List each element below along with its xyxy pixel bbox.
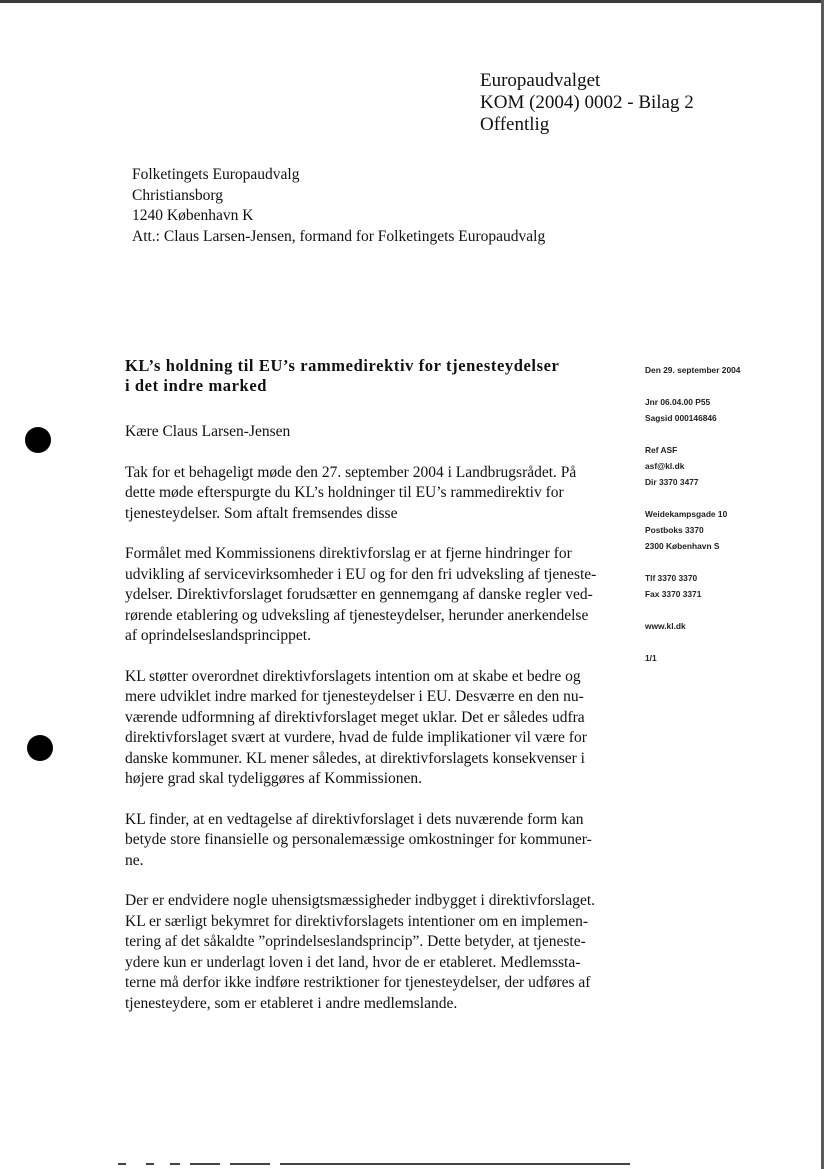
postbox: Postboks 3370: [645, 525, 704, 535]
scan-artifact: [190, 1163, 220, 1165]
paragraph: [125, 891, 605, 1014]
text-line: Der er endvidere nogle uhensigtsmæssigheder indbygget i direktivforslaget.: [125, 892, 596, 909]
paragraph: [125, 667, 605, 790]
paragraph: [125, 544, 605, 647]
recipient-address: [132, 165, 545, 247]
paragraph: [125, 810, 605, 872]
text-line: af oprindelseslandsprincippet.: [125, 627, 311, 644]
punch-hole-mark: [27, 735, 53, 761]
text-line: direktivforslaget svært at vurdere, hvad de fulde implikationer vil være for: [125, 729, 587, 746]
subject-line: i det indre marked: [125, 376, 268, 395]
document-reference-header: [480, 70, 694, 136]
text-line: dette møde efterspurgte du KL’s holdninger til EU’s rammedirektiv for: [125, 484, 564, 501]
text-line: ydelser. Direktivforslaget forudsætter en gennemgang af danske regler ved-: [125, 586, 593, 603]
letter-date: Den 29. september 2004: [645, 365, 741, 375]
letter-subject: [125, 356, 625, 396]
text-line: tjenesteydelser. Som aftalt fremsendes disse: [125, 504, 398, 522]
reference-initials: Ref ASF: [645, 445, 678, 455]
scan-top-edge: [0, 0, 824, 3]
contact-reference: [645, 442, 740, 490]
scan-artifact: [280, 1163, 630, 1165]
text-line: danske kommuner. KL mener således, at direktivforslagets konsekvenser i: [125, 749, 585, 767]
text-line: rørende etablering og udveksling af tjenesteydelser, herunder anerkendelse: [125, 606, 589, 624]
access-status: Offentlig: [480, 114, 550, 135]
recipient-line: Folketingets Europaudvalg: [132, 166, 300, 183]
text-line: Tak for et behageligt møde den 27. september 2004 i Landbrugsrådet. På: [125, 463, 577, 481]
text-line: Formålet med Kommissionens direktivforslag er at fjerne hindringer for: [125, 545, 572, 562]
recipient-line: Christiansborg: [132, 186, 223, 204]
scan-artifact: [230, 1163, 270, 1165]
postal-city: 2300 København S: [645, 541, 720, 551]
text-line: mere udviklet indre marked for tjenesteydelser i EU. Desværre en den nu-: [125, 688, 584, 705]
sender-info-column: [645, 362, 740, 666]
text-line: højere grad skal tydeliggøres af Kommissionen.: [125, 770, 423, 787]
text-line: udvikling af servicevirksomheder i EU og for den fri udveksling af tjeneste-: [125, 565, 597, 583]
subject-line: KL’s holdning til EU’s rammedirektiv for tjenesteydelser: [125, 356, 560, 375]
letter-body: [125, 422, 605, 1034]
text-line: KL finder, at en vedtagelse af direktivforslaget i dets nuværende form kan: [125, 810, 584, 828]
street-address: Weidekampsgade 10: [645, 509, 728, 519]
sender-address: [645, 506, 740, 554]
case-id: Sagsid 000146846: [645, 413, 717, 423]
punch-hole-mark: [25, 427, 51, 453]
paragraph: [125, 463, 605, 525]
page-number: 1/1: [645, 653, 657, 663]
case-reference: [645, 394, 740, 426]
scan-bottom-artifacts: [118, 1163, 638, 1167]
text-line: tering af det såkaldte ”oprindelseslandsprincip”. Dette betyder, at tjeneste-: [125, 933, 586, 950]
text-line: terne må derfor ikke indføre restriktioner for tjenesteydelser, der udføres af: [125, 974, 591, 991]
document-number: KOM (2004) 0002 - Bilag 2: [480, 92, 694, 113]
text-line: ydere kun er underlagt loven i det land, hvor de er etableret. Medlemssta-: [125, 953, 581, 971]
scan-artifact: [170, 1163, 180, 1165]
text-line: værende udformning af direktivforslaget meget uklar. Det er således udfra: [125, 708, 585, 726]
website: www.kl.dk: [645, 621, 686, 631]
text-line: betyde store finansielle og personalemæssige omkostninger for kommuner-: [125, 831, 592, 848]
main-phone: Tlf 3370 3370: [645, 573, 698, 583]
phone-numbers: [645, 570, 740, 602]
journal-number: Jnr 06.04.00 P55: [645, 397, 711, 407]
text-line: ne.: [125, 851, 144, 869]
direct-phone: Dir 3370 3477: [645, 477, 699, 487]
recipient-line: Att.: Claus Larsen-Jensen, formand for Folketingets Europaudvalg: [132, 227, 546, 245]
salutation: Kære Claus Larsen-Jensen: [125, 423, 291, 440]
recipient-line: 1240 København K: [132, 207, 254, 224]
fax-number: Fax 3370 3371: [645, 589, 702, 599]
committee-name: Europaudvalget: [480, 70, 601, 91]
text-line: KL støtter overordnet direktivforslagets intention om at skabe et bedre og: [125, 667, 581, 685]
scan-artifact: [146, 1163, 154, 1165]
contact-email: asf@kl.dk: [645, 461, 685, 471]
text-line: tjenesteydere, som er etableret i andre medlemslande.: [125, 994, 458, 1012]
text-line: KL er særligt bekymret for direktivforslagets intentioner om en implemen-: [125, 912, 589, 930]
scan-artifact: [118, 1163, 126, 1165]
